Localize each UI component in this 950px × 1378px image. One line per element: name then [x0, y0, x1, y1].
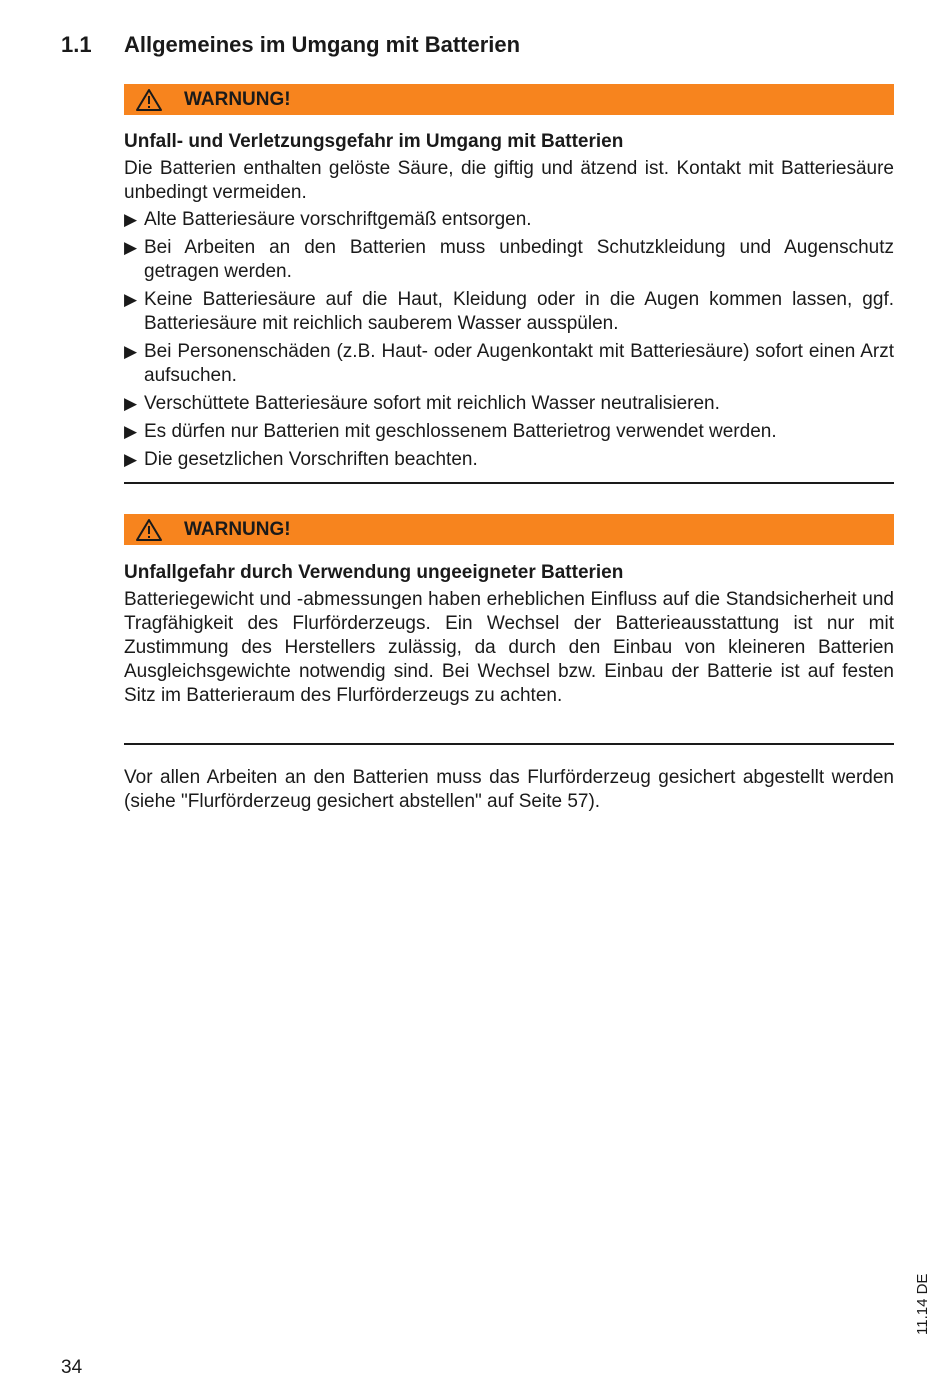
- section-number: 1.1: [61, 32, 92, 57]
- note-block: [124, 766, 894, 814]
- warning-body-1: [124, 130, 894, 476]
- divider-1: [124, 482, 894, 484]
- warning-bar-1: [124, 84, 894, 115]
- section-title: Allgemeines im Umgang mit Batterien: [124, 32, 521, 57]
- page-number: 34: [61, 1357, 83, 1378]
- arrow-right-icon: ▶: [124, 450, 138, 469]
- note-text: Vor allen Arbeiten an den Batterien muss das Flurförderzeug gesichert abgestellt werden (siehe "Flurförderzeug gesichert abstellen" auf Seite 57).: [124, 767, 894, 812]
- list-item: ▶ Die gesetzlichen Vorschriften beachten.: [124, 449, 478, 470]
- arrow-right-icon: ▶: [124, 422, 138, 441]
- list-item: ▶ Keine Batteriesäure auf die Haut, Kleidung oder in die Augen kommen lassen, ggf. Batteriesäure mit reichlich sauberem Wasser ausspülen.: [124, 289, 894, 334]
- list-item: ▶ Bei Arbeiten an den Batterien muss unbedingt Schutzkleidung und Augenschutz getragen werden.: [124, 237, 894, 282]
- arrow-right-icon: ▶: [124, 342, 138, 361]
- list-item: ▶ Verschüttete Batteriesäure sofort mit reichlich Wasser neutralisieren.: [124, 393, 720, 414]
- warning-list-1: [124, 208, 894, 472]
- warning-label-2: WARNUNG!: [184, 518, 291, 540]
- warning-triangle-icon: [135, 518, 163, 542]
- warning-body-2: [124, 561, 894, 708]
- arrow-right-icon: ▶: [124, 210, 138, 229]
- warning-bar-2: [124, 514, 894, 545]
- list-item: ▶ Alte Batteriesäure vorschriftgemäß entsorgen.: [124, 209, 532, 230]
- warning-heading-2: Unfallgefahr durch Verwendung ungeeigneter Batterien: [124, 562, 624, 583]
- divider-2: [124, 743, 894, 745]
- warning-label-1: WARNUNG!: [184, 88, 291, 110]
- warning-triangle-icon: [135, 88, 163, 112]
- warning-heading-1: Unfall- und Verletzungsgefahr im Umgang mit Batterien: [124, 131, 624, 152]
- warning-text-2: Batteriegewicht und -abmessungen haben erheblichen Einfluss auf die Standsicherheit und Tragfähigkeit des Flurförderzeugs. Ein Wechsel der Batterieausstattung ist nur mit Zustimmung des Herstellers zulässig, da durch den Einbau von kleineren Batterien Ausgleichsgewichte notwendig sind. Bei Wechsel bzw. Einbau der Batterie ist auf festen Sitz im Batterieraum des Flurförderzeugs zu achten.: [124, 589, 894, 706]
- arrow-right-icon: ▶: [124, 238, 138, 257]
- arrow-right-icon: ▶: [124, 394, 138, 413]
- list-item: ▶ Bei Personenschäden (z.B. Haut- oder Augenkontakt mit Batteriesäure) sofort einen Arzt aufsuchen.: [124, 341, 894, 386]
- list-item: ▶ Es dürfen nur Batterien mit geschlossenem Batterietrog verwendet werden.: [124, 421, 777, 442]
- arrow-right-icon: ▶: [124, 290, 138, 309]
- section-heading: [61, 30, 520, 60]
- warning-intro-1: Die Batterien enthalten gelöste Säure, die giftig und ätzend ist. Kontakt mit Batteriesäure unbedingt vermeiden.: [124, 158, 894, 203]
- date-code: 11.14 DE: [914, 1273, 931, 1335]
